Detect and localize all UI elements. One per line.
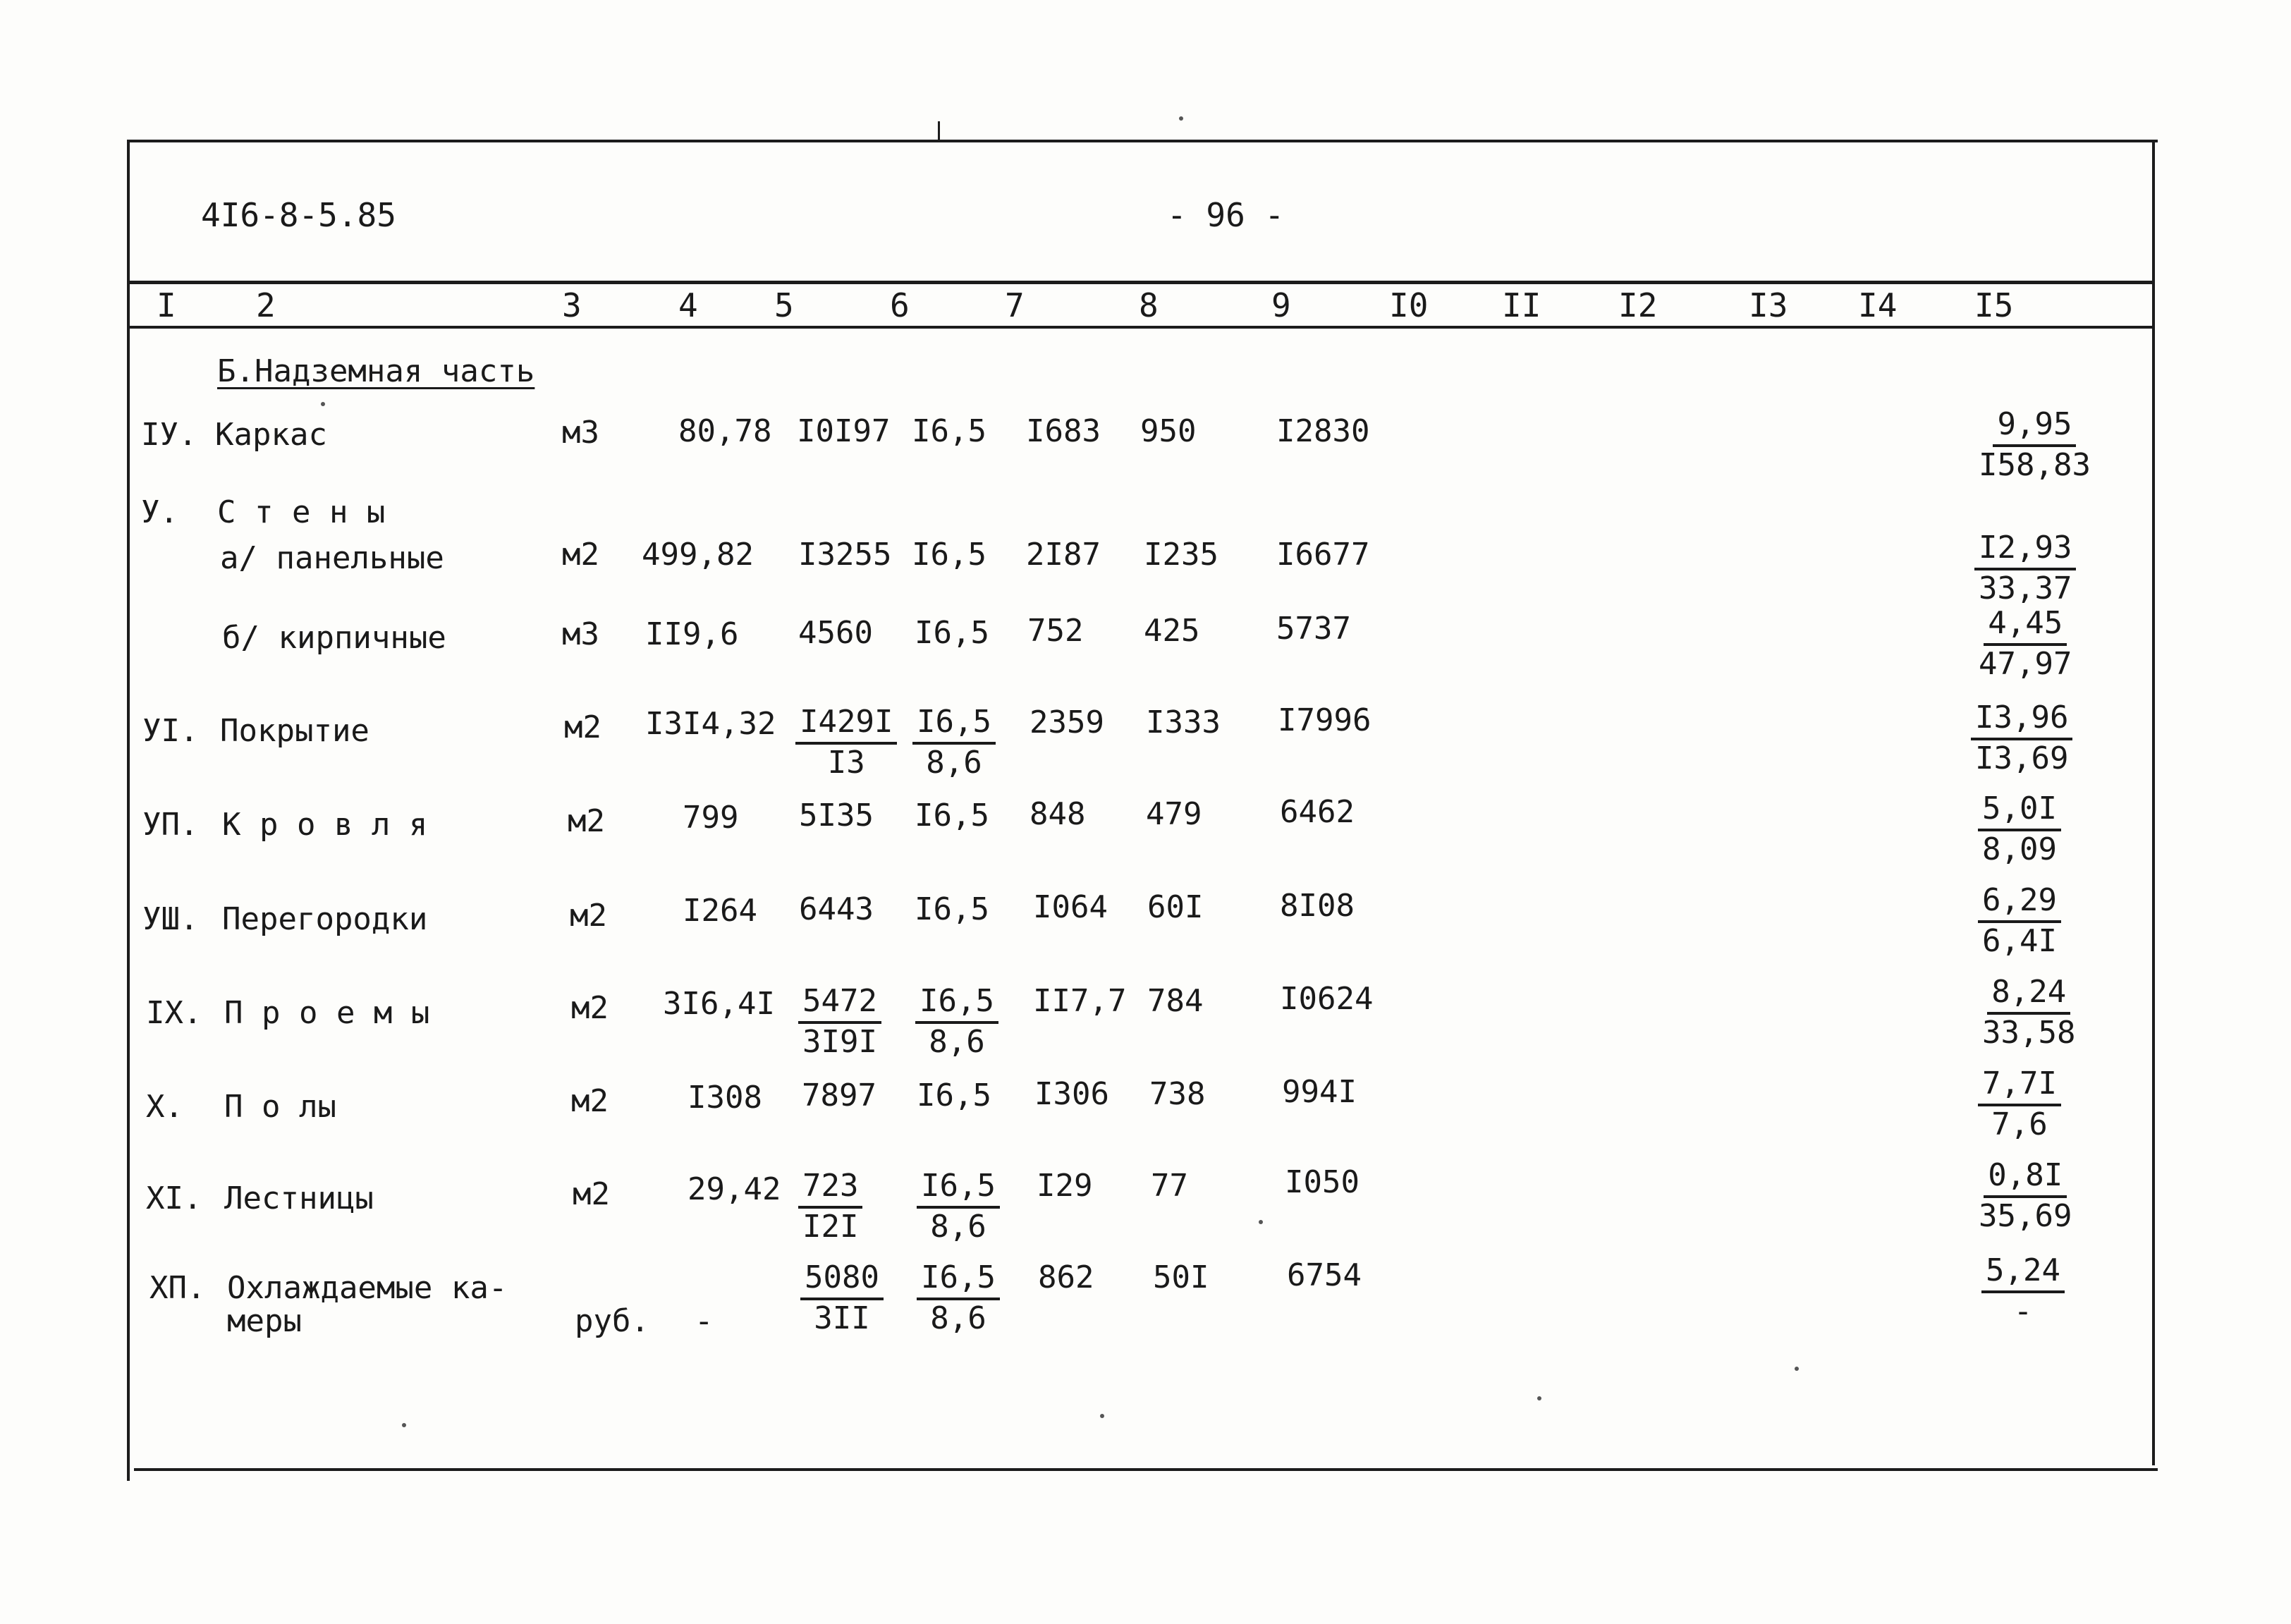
cell-col5-fraction	[798, 983, 881, 1060]
fraction-denominator: 35,69	[1979, 1198, 2072, 1234]
fraction-numerator: I6,5	[912, 707, 996, 745]
cell-col15-fraction	[1971, 702, 2072, 774]
fraction-denominator: 8,6	[926, 745, 982, 781]
cell-col4: 799	[683, 800, 739, 836]
fraction-numerator: I6,5	[915, 986, 998, 1024]
row-number: Х.	[146, 1089, 183, 1125]
row-number: УШ.	[142, 901, 199, 937]
row-number: УI.	[142, 713, 199, 749]
cell-col7: I683	[1026, 413, 1101, 449]
cell-col9: 5737	[1276, 611, 1351, 647]
frame-bottom-line	[134, 1468, 2158, 1471]
page-number: - 96 -	[1167, 196, 1285, 234]
cell-col7: 752	[1027, 613, 1084, 649]
scan-speck	[1100, 1414, 1104, 1418]
column-number: 8	[1139, 286, 1159, 324]
cell-col15-fraction	[1978, 882, 2061, 959]
cell-col8: 425	[1144, 613, 1200, 649]
scan-speck	[1179, 116, 1183, 121]
cell-col5: 4560	[798, 615, 873, 651]
cell-col8: 738	[1149, 1076, 1206, 1112]
frame-top-line	[127, 140, 2158, 142]
cell-col8: 60I	[1147, 889, 1204, 925]
row-name: Покрытие	[220, 713, 369, 749]
cell-col7: I29	[1037, 1168, 1093, 1204]
cell-col15-fraction	[1974, 532, 2076, 604]
cell-col4: 80,78	[678, 413, 772, 449]
column-number: 7	[1005, 286, 1025, 324]
cell-col8: 479	[1146, 796, 1202, 832]
cell-col4: 29,42	[688, 1171, 781, 1207]
cell-col7: 848	[1030, 796, 1086, 832]
cell-col15-fraction	[1981, 1252, 2065, 1329]
cell-col15-fraction	[1978, 974, 2079, 1051]
cell-col9: I2830	[1276, 413, 1370, 449]
cell-col15-fraction	[1978, 1068, 2061, 1140]
scan-speck	[1795, 1367, 1799, 1371]
cell-col7: II7,7	[1033, 983, 1127, 1019]
cell-col9: I7996	[1278, 702, 1371, 738]
cell-col5: 7897	[802, 1077, 876, 1113]
cell-col9: 8I08	[1280, 888, 1355, 924]
fraction-numerator: 0,8I	[1984, 1160, 2067, 1198]
cell-col8: I333	[1146, 704, 1221, 740]
cell-col7: 862	[1038, 1259, 1094, 1295]
column-number: I0	[1389, 286, 1429, 324]
fraction-numerator: I2,93	[1974, 532, 2076, 570]
cell-col8: 77	[1151, 1168, 1188, 1204]
fraction-numerator: 5,0I	[1978, 793, 2061, 831]
cell-col7: I306	[1034, 1076, 1109, 1112]
header-divider-line	[127, 281, 2155, 284]
cell-col6: I6,5	[915, 798, 989, 834]
row-name: С т е н ы	[217, 494, 386, 530]
fraction-denominator: 8,6	[929, 1024, 985, 1060]
column-number: I	[157, 286, 176, 324]
cell-col6-fraction	[915, 983, 998, 1060]
fraction-denominator: 8,6	[930, 1209, 986, 1245]
scan-speck	[402, 1423, 406, 1427]
unit-cell: м2	[573, 1176, 610, 1212]
cell-col4: I308	[688, 1080, 762, 1116]
document-code: 4I6-8-5.85	[201, 196, 396, 234]
cell-col5: 5I35	[799, 798, 874, 834]
frame-right-line	[2152, 140, 2155, 1465]
cell-col4: II9,6	[645, 616, 739, 652]
fraction-denominator: 8,6	[930, 1300, 986, 1336]
column-number: 9	[1271, 286, 1291, 324]
column-header-divider-line	[127, 326, 2155, 329]
column-number: 4	[678, 286, 698, 324]
column-number: I4	[1858, 286, 1898, 324]
cell-col6: I6,5	[917, 1077, 991, 1113]
cell-col15-fraction	[1978, 790, 2061, 867]
frame-left-line	[127, 140, 130, 1481]
fraction-numerator: 5472	[798, 986, 881, 1024]
cell-col7: 2359	[1030, 704, 1104, 740]
fraction-numerator: 7,7I	[1978, 1068, 2061, 1106]
cell-col4: I264	[683, 893, 757, 929]
row-number: У.	[141, 494, 178, 530]
cell-col8: I235	[1144, 537, 1218, 573]
cell-col8: 950	[1140, 413, 1197, 449]
fraction-denominator: 33,58	[1982, 1015, 2076, 1051]
column-number: 3	[562, 286, 582, 324]
row-number: IУ.	[141, 417, 197, 453]
scan-speck	[1259, 1220, 1263, 1224]
row-number: ХП.	[149, 1270, 206, 1306]
fraction-denominator: 33,37	[1979, 570, 2072, 606]
fraction-denominator: I3	[827, 745, 865, 781]
cell-col5-fraction	[798, 1168, 862, 1245]
row-number: ХI.	[146, 1180, 202, 1216]
scan-speck	[1537, 1396, 1541, 1400]
fraction-denominator: 3I9I	[802, 1024, 877, 1060]
cell-col7: 2I87	[1026, 537, 1101, 573]
cell-col9: I050	[1285, 1164, 1360, 1200]
cell-col9: I0624	[1280, 981, 1374, 1017]
cell-col4: I3I4,32	[645, 706, 776, 742]
fraction-numerator: 9,95	[1993, 409, 2076, 447]
cell-col9: 6462	[1280, 794, 1355, 830]
unit-cell: м2	[564, 709, 601, 745]
fraction-numerator: 4,45	[1984, 608, 2067, 646]
unit-cell: руб.	[575, 1303, 649, 1339]
cell-col6: I6,5	[915, 615, 989, 651]
row-name: Охлаждаемые ка-	[227, 1270, 508, 1306]
row-name: К р о в л я	[222, 807, 428, 843]
cell-col5-fraction	[795, 704, 897, 781]
fraction-denominator: I58,83	[1979, 447, 2091, 483]
cell-col9: 6754	[1287, 1257, 1362, 1293]
cell-col5: 6443	[799, 891, 874, 927]
unit-cell: м2	[568, 803, 605, 839]
column-number: I5	[1974, 286, 2014, 324]
fraction-numerator: 5080	[800, 1262, 884, 1300]
row-number: IХ.	[146, 995, 202, 1031]
column-number: 2	[256, 286, 276, 324]
fraction-denominator: I2I	[802, 1209, 859, 1245]
cell-col4: 3I6,4I	[663, 986, 775, 1022]
unit-cell: м2	[570, 898, 607, 934]
column-number: I2	[1618, 286, 1658, 324]
fraction-denominator: 8,09	[1982, 831, 2057, 867]
cell-col4: -	[695, 1303, 714, 1339]
row-name: П р о е м ы	[224, 995, 430, 1031]
fraction-numerator: 723	[798, 1171, 862, 1209]
row-name: а/ панельные	[220, 540, 444, 576]
cell-col6: I6,5	[912, 413, 986, 449]
fraction-denominator: -	[2013, 1293, 2033, 1329]
unit-cell: м2	[562, 537, 599, 573]
cell-col8: 784	[1147, 983, 1204, 1019]
scan-speck	[321, 402, 325, 406]
cell-col9: I6677	[1276, 537, 1370, 573]
cell-col4: 499,82	[642, 537, 754, 573]
fraction-denominator: I3,69	[1975, 740, 2069, 776]
cell-col6-fraction	[917, 1259, 1000, 1336]
fraction-denominator: 7,6	[1991, 1106, 2048, 1142]
cell-col15-fraction	[1974, 605, 2076, 682]
unit-cell: м3	[562, 616, 599, 652]
cell-col6: I6,5	[912, 537, 986, 573]
cell-col15-fraction	[1974, 1157, 2076, 1234]
unit-cell: м2	[571, 1083, 609, 1119]
fraction-numerator: I6,5	[917, 1262, 1000, 1300]
column-number: 6	[890, 286, 910, 324]
cell-col7: I064	[1033, 889, 1108, 925]
cell-col9: 994I	[1282, 1074, 1357, 1110]
fraction-numerator: 6,29	[1978, 885, 2061, 923]
cell-col6-fraction	[917, 1168, 1000, 1245]
cell-col5-fraction	[800, 1259, 884, 1336]
row-name: Перегородки	[222, 901, 428, 937]
section-title: Б.Надземная часть	[217, 353, 535, 389]
cell-col15-fraction	[1974, 406, 2095, 483]
fraction-numerator: 8,24	[1987, 977, 2070, 1015]
row-number: УП.	[142, 807, 199, 843]
cell-col6-fraction	[912, 704, 996, 781]
row-name: б/ кирпичные	[222, 620, 446, 656]
cell-col5: I3255	[798, 537, 892, 573]
row-name: П о лы	[224, 1089, 336, 1125]
cell-col8: 50I	[1153, 1259, 1209, 1295]
fraction-numerator: 5,24	[1981, 1255, 2065, 1293]
column-number: 5	[774, 286, 794, 324]
fraction-numerator: I3,96	[1971, 702, 2072, 740]
unit-cell: м2	[571, 990, 609, 1026]
fraction-denominator: 47,97	[1979, 646, 2072, 682]
fraction-denominator: 3II	[814, 1300, 870, 1336]
frame-top-tick	[938, 121, 940, 141]
unit-cell: м3	[562, 415, 599, 451]
fraction-numerator: I429I	[795, 707, 897, 745]
cell-col6: I6,5	[915, 891, 989, 927]
row-name: Лестницы	[224, 1180, 374, 1216]
column-number: I3	[1749, 286, 1788, 324]
fraction-denominator: 6,4I	[1982, 923, 2057, 959]
column-number: II	[1502, 286, 1541, 324]
row-name: Каркас	[215, 417, 327, 453]
row-name-continuation: меры	[227, 1303, 302, 1339]
fraction-numerator: I6,5	[917, 1171, 1000, 1209]
cell-col5: I0I97	[797, 413, 891, 449]
